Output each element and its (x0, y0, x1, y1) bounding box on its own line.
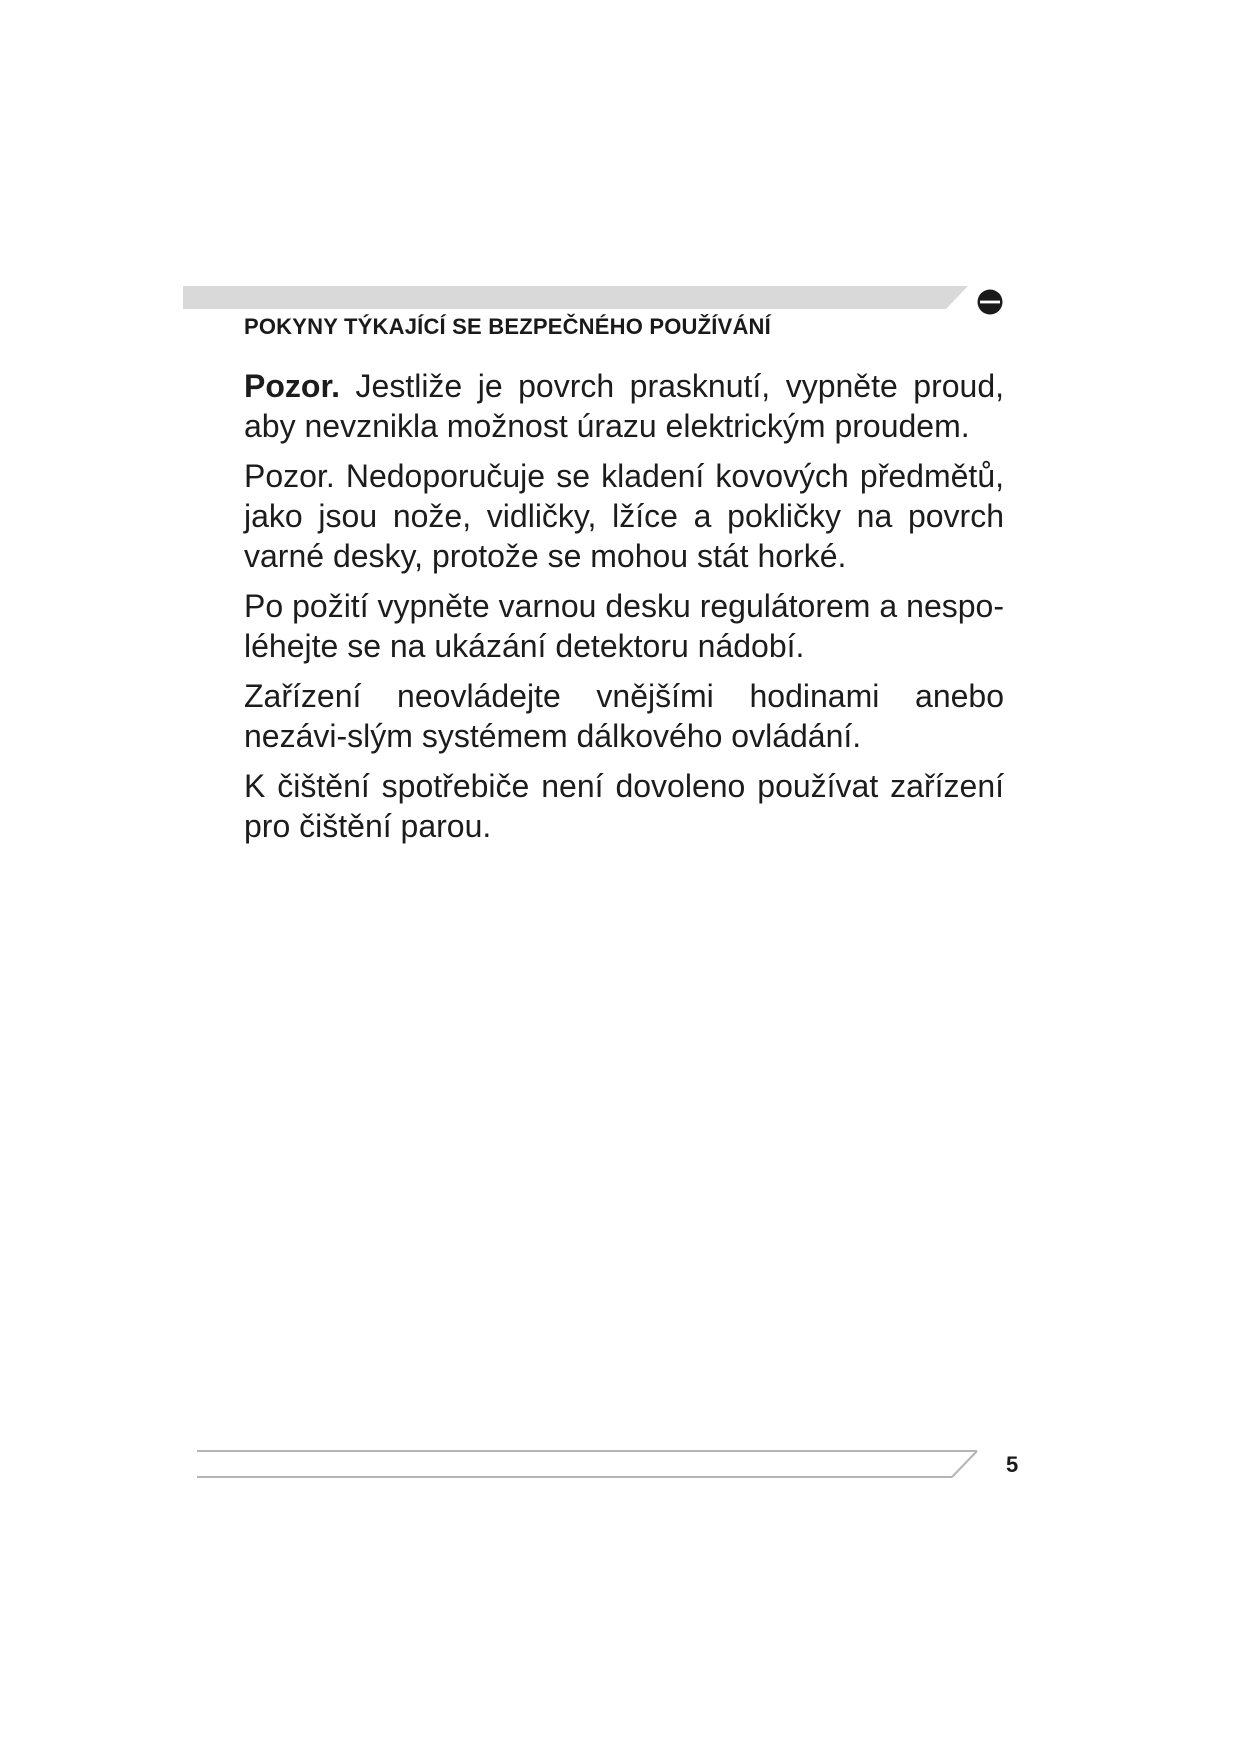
paragraph-switch-off (244, 586, 1004, 666)
paragraph-text: Pozor. Nedoporučuje se kladení kovových předmětů, jako jsou nože, vidličky, lžíce a pokličky na povrch varné desky, protože se mohou stát horké. (244, 458, 1004, 574)
paragraph-lead: Pozor. (244, 368, 341, 404)
language-marker-icon (976, 288, 1004, 316)
safety-instructions (244, 366, 1004, 856)
page-number: 5 (1006, 1452, 1019, 1477)
paragraph-warning-metal-objects (244, 456, 1004, 576)
page-footer (0, 1440, 1240, 1500)
section-title: POKYNY TÝKAJÍCÍ SE BEZPEČNÉHO POUŽÍVÁNÍ (244, 314, 771, 339)
paragraph-text: K čištění spotřebiče není dovoleno používat zařízení pro čištění parou. (244, 768, 1004, 844)
paragraph-steam-cleaning (244, 766, 1004, 846)
paragraph-text: Zařízení neovládejte vnějšími hodinami anebo nezávi-slým systémem dálkového ovládání. (244, 678, 1004, 754)
header-band (0, 0, 1240, 340)
footer-rule (0, 1440, 1240, 1500)
header-band-shape (0, 0, 1240, 340)
paragraph-text: Jestliže je povrch prasknutí, vypněte proud, aby nevznikla možnost úrazu elektrickým proudem. (244, 368, 1004, 444)
paragraph-text: Po požití vypněte varnou desku regulátorem a nespo-léhejte se na ukázání detektoru nádobí. (244, 588, 1004, 664)
paragraph-warning-crack (244, 366, 1004, 446)
paragraph-external-timer (244, 676, 1004, 756)
